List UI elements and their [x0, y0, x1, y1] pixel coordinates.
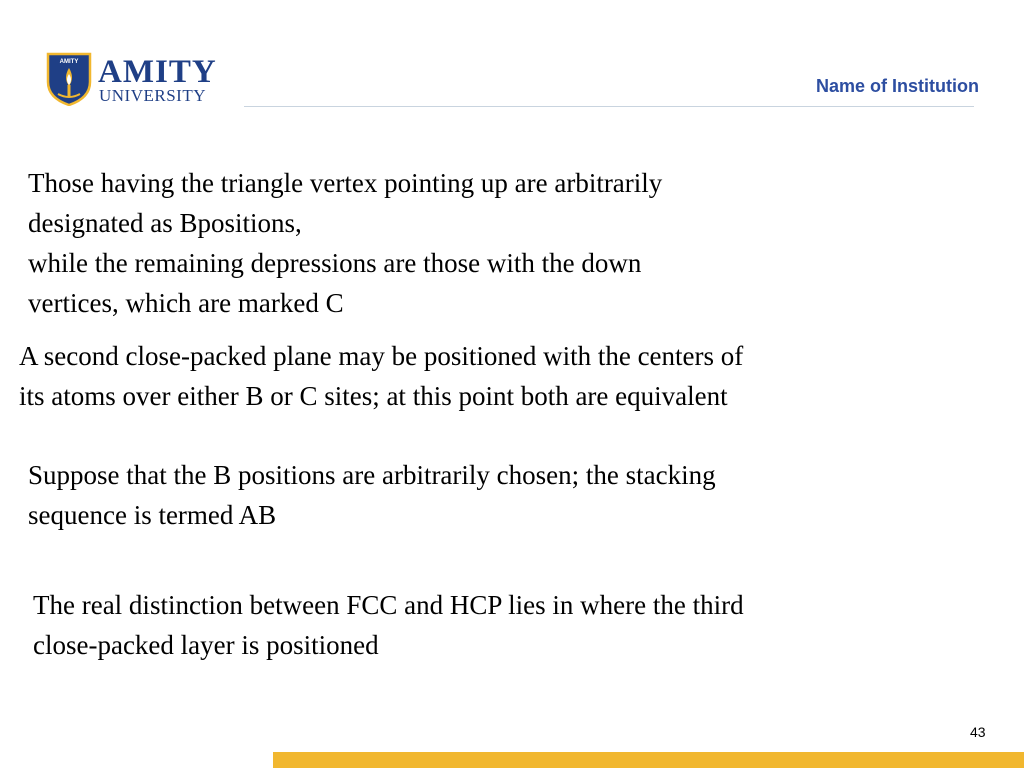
text-line: Suppose that the B positions are arbitrarily chosen; the stacking — [28, 460, 716, 490]
amity-university-logo — [46, 52, 226, 108]
text-line: Those having the triangle vertex pointing up are arbitrarily — [28, 168, 663, 198]
paragraph-fcc-hcp — [33, 585, 744, 665]
logo-name: AMITY — [98, 54, 217, 90]
text-line: while the remaining depressions are those with the down — [28, 248, 642, 278]
paragraph-stacking-sequence — [28, 455, 716, 535]
text-line: A second close-packed plane may be positioned with the centers of — [19, 341, 744, 371]
emblem-text: AMITY — [59, 59, 79, 65]
text-line: sequence is termed AB — [28, 500, 277, 530]
amity-shield-icon — [46, 52, 92, 106]
text-line: designated as Bpositions, — [28, 208, 302, 238]
paragraph-second-plane — [19, 336, 743, 416]
text-line: close-packed layer is positioned — [33, 630, 379, 660]
footer-bar — [273, 752, 1024, 768]
paragraph-triangle-vertex — [28, 163, 662, 323]
text-line: vertices, which are marked C — [28, 288, 344, 318]
text-line: The real distinction between FCC and HCP lies in where the third — [33, 590, 744, 620]
header-divider — [244, 106, 974, 107]
page-number: 43 — [970, 724, 986, 740]
text-line: its atoms over either B or C sites; at this point both are equivalent — [19, 381, 728, 411]
institution-name: Name of Institution — [816, 76, 979, 96]
logo-subtitle: UNIVERSITY — [99, 86, 206, 105]
